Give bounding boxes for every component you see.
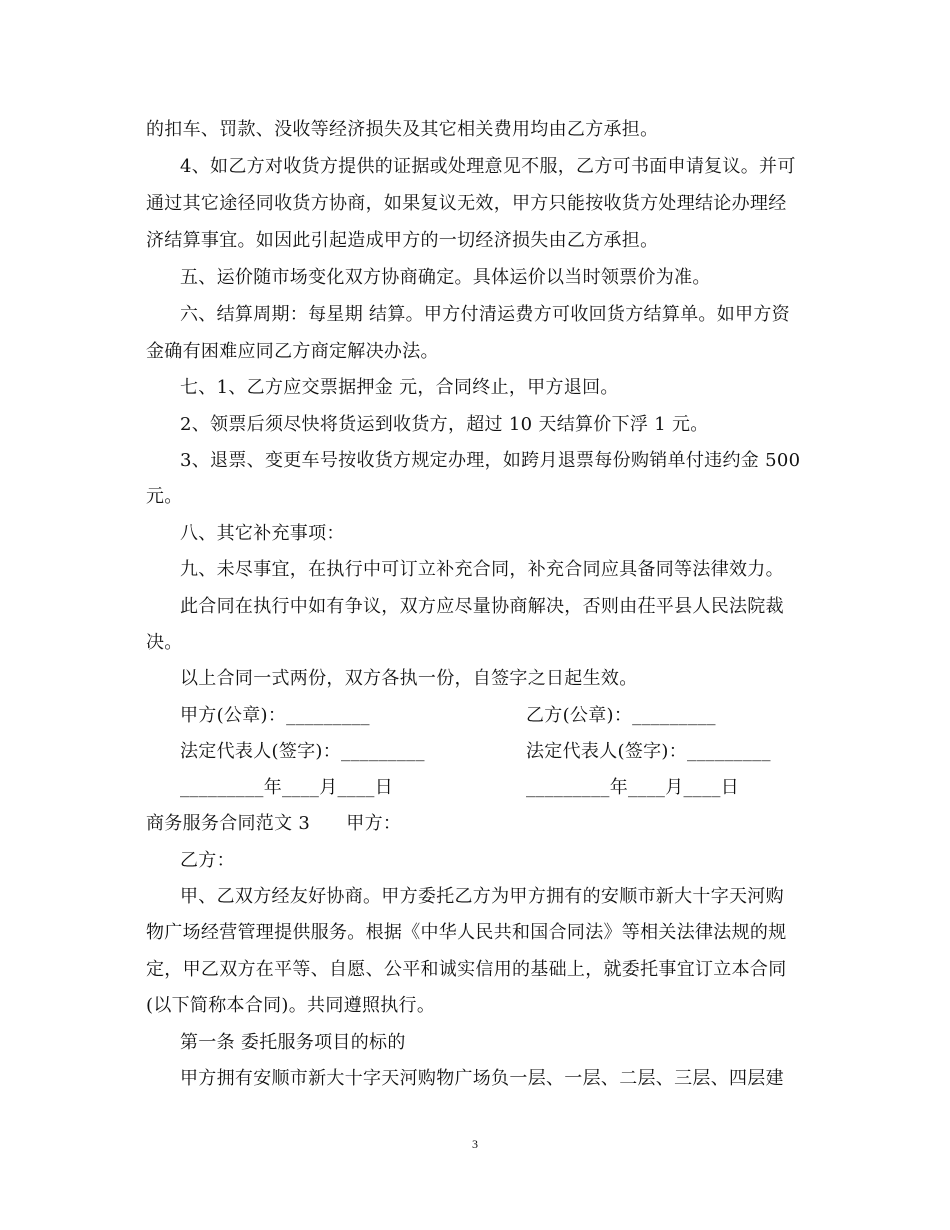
- section-title: 商务服务合同范文 3 甲方：: [146, 813, 402, 834]
- paragraph-line: 甲、乙双方经友好协商。甲方委托乙方为甲方拥有的安顺市新大十字天河购: [180, 886, 784, 907]
- paragraph-line: 决。: [146, 632, 183, 653]
- paragraph-line: 定，甲乙双方在平等、自愿、公平和诚实信用的基础上，就委托事宜订立本合同: [146, 959, 787, 980]
- paragraph-line: 4、如乙方对收货方提供的证据或处理意见不服，乙方可书面申请复议。并可: [180, 156, 796, 177]
- paragraph-line: 六、结算周期：每星期 结算。甲方付清运费方可收回货方结算单。如甲方资: [180, 304, 790, 325]
- paragraph-line: (以下简称本合同)。共同遵照执行。: [146, 995, 436, 1016]
- party-a-seal-field: 甲方(公章)：_________: [180, 705, 370, 726]
- paragraph-line: 七、1、乙方应交票据押金 元，合同终止，甲方退回。: [180, 377, 619, 398]
- paragraph-line: 3、退票、变更车号按收货方规定办理，如跨月退票每份购销单付违约金 500: [180, 450, 801, 471]
- paragraph-line: 八、其它补充事项：: [180, 523, 345, 544]
- paragraph-line: 济结算事宜。如因此引起造成甲方的一切经济损失由乙方承担。: [146, 230, 659, 251]
- paragraph-line: 2、领票后须尽快将货运到收货方，超过 10 天结算价下浮 1 元。: [180, 414, 709, 435]
- paragraph-line: 通过其它途径同收货方协商，如果复议无效，甲方只能按收货方处理结论办理经: [146, 193, 787, 214]
- paragraph-line: 九、未尽事宜，在执行中可订立补充合同，补充合同应具备同等法律效力。: [180, 559, 784, 580]
- paragraph-line: 金确有困难应同乙方商定解决办法。: [146, 341, 439, 362]
- paragraph-line: 元。: [146, 486, 183, 507]
- party-b-representative-field: 法定代表人(签字)：_________: [526, 741, 771, 762]
- paragraph-line: 的扣车、罚款、没收等经济损失及其它相关费用均由乙方承担。: [146, 119, 659, 140]
- party-a-representative-field: 法定代表人(签字)：_________: [180, 741, 425, 762]
- paragraph-line: 五、运价随市场变化双方协商确定。具体运价以当时领票价为准。: [180, 267, 711, 288]
- party-b-seal-field: 乙方(公章)：_________: [526, 705, 716, 726]
- paragraph-line: 物广场经营管理提供服务。根据《中华人民共和国合同法》等相关法律法规的规: [146, 922, 787, 943]
- party-b-date-field: _________年____月____日: [526, 777, 739, 798]
- page-number: 3: [472, 1137, 478, 1151]
- paragraph-line: 乙方：: [180, 850, 235, 871]
- party-a-date-field: _________年____月____日: [180, 777, 393, 798]
- paragraph-line: 甲方拥有安顺市新大十字天河购物广场负一层、一层、二层、三层、四层建: [180, 1068, 784, 1089]
- paragraph-line: 此合同在执行中如有争议，双方应尽量协商解决，否则由茌平县人民法院裁: [180, 596, 784, 617]
- paragraph-line: 以上合同一式两份，双方各执一份，自签字之日起生效。: [180, 668, 638, 689]
- article-heading: 第一条 委托服务项目的标的: [180, 1032, 406, 1053]
